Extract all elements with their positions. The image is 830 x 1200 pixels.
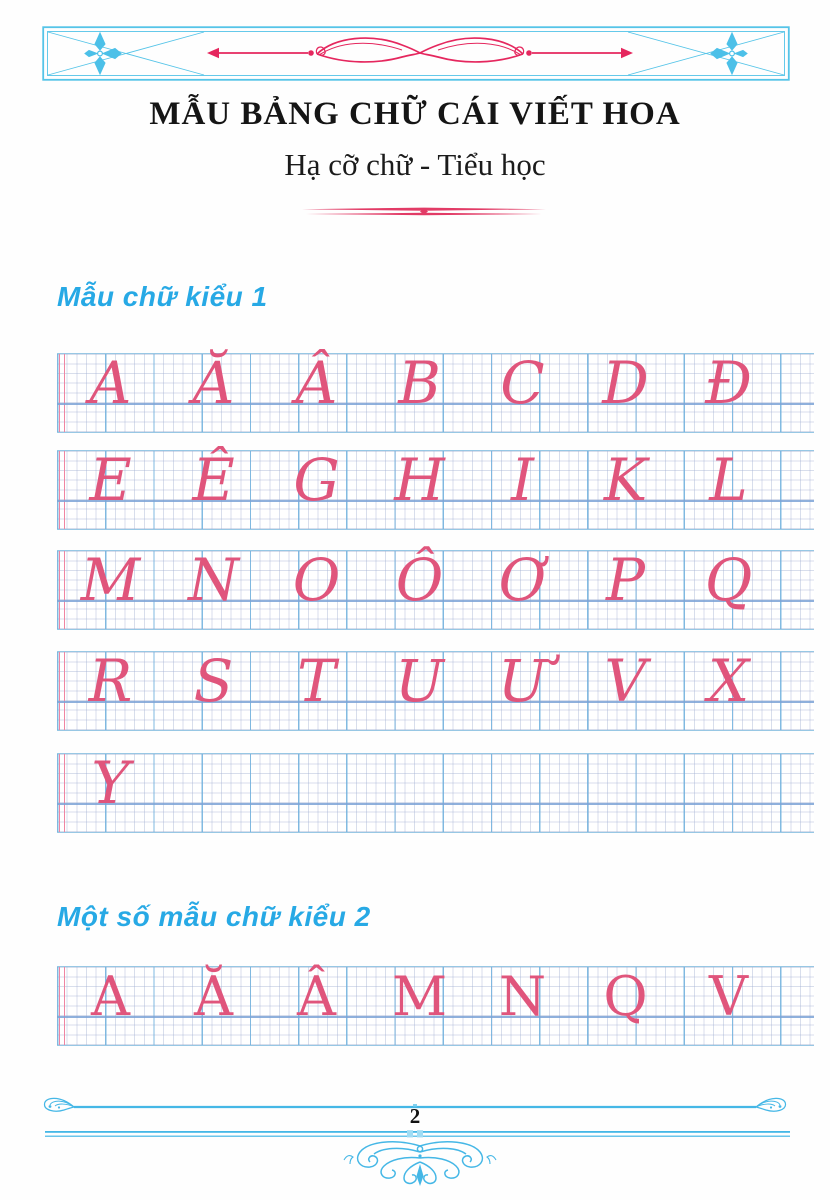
letter-sample: B — [398, 349, 441, 417]
letter-sample: T — [297, 647, 336, 715]
letter-sample: Ô — [395, 546, 444, 614]
letter-sample: Ơ — [498, 546, 547, 614]
letter-sample: D — [602, 349, 649, 417]
page-title: MẪU BẢNG CHỮ CÁI VIẾT HOA — [149, 96, 681, 132]
section-heading-style-2: Một số mẫu chữ kiểu 2 — [57, 901, 371, 932]
practice-grid-row — [57, 546, 814, 630]
letter-sample: C — [500, 349, 545, 417]
letter-sample: Ư — [498, 647, 547, 715]
letter-sample: S — [193, 647, 234, 715]
letter-sample: H — [394, 446, 445, 514]
letter-sample: N — [498, 965, 547, 1028]
letter-sample: N — [188, 546, 239, 614]
letter-sample: Y — [91, 749, 130, 817]
letter-sample: A — [89, 349, 132, 417]
letter-sample: G — [293, 446, 340, 514]
center-swash-ornament — [205, 33, 635, 73]
letter-sample: Đ — [705, 349, 752, 417]
practice-grid-row — [57, 749, 814, 833]
letter-sample: Ê — [192, 446, 235, 514]
letter-sample: Q — [704, 546, 753, 614]
practice-grid-row — [57, 647, 814, 731]
letter-sample: X — [707, 647, 750, 715]
practice-grid-row — [57, 349, 814, 433]
letter-row — [57, 546, 814, 629]
letter-sample: M — [80, 546, 141, 614]
letter-sample: R — [88, 647, 133, 715]
letter-row — [57, 749, 814, 832]
letter-sample: E — [89, 446, 132, 514]
page-subtitle: Hạ cỡ chữ - Tiểu học — [284, 147, 546, 182]
letter-sample: O — [292, 546, 341, 614]
letter-sample: K — [603, 446, 648, 514]
letter-sample: Q — [603, 965, 648, 1028]
letter-sample: U — [395, 647, 444, 715]
page-number: 2 — [409, 1104, 421, 1128]
letter-sample: Â — [295, 349, 338, 417]
letter-sample: A — [91, 965, 130, 1028]
letter-sample: V — [709, 965, 748, 1028]
letter-row — [57, 967, 814, 1045]
letter-sample: L — [709, 446, 748, 514]
letter-sample: P — [605, 546, 646, 614]
letter-sample: I — [511, 446, 534, 514]
letter-sample: Â — [297, 965, 336, 1028]
section-heading-style-1: Mẫu chữ kiểu 1 — [57, 281, 268, 312]
practice-grid-row — [57, 966, 814, 1046]
letter-sample: Ă — [194, 965, 233, 1028]
letter-sample: Ă — [192, 349, 235, 417]
title-divider-rule — [302, 205, 546, 217]
letter-row — [57, 349, 814, 432]
letter-row — [57, 446, 814, 529]
practice-grid-row — [57, 446, 814, 530]
letter-row — [57, 647, 814, 730]
footer-scroll-ornament — [330, 1136, 510, 1188]
letter-sample: V — [604, 647, 647, 715]
letter-sample: M — [391, 965, 448, 1028]
